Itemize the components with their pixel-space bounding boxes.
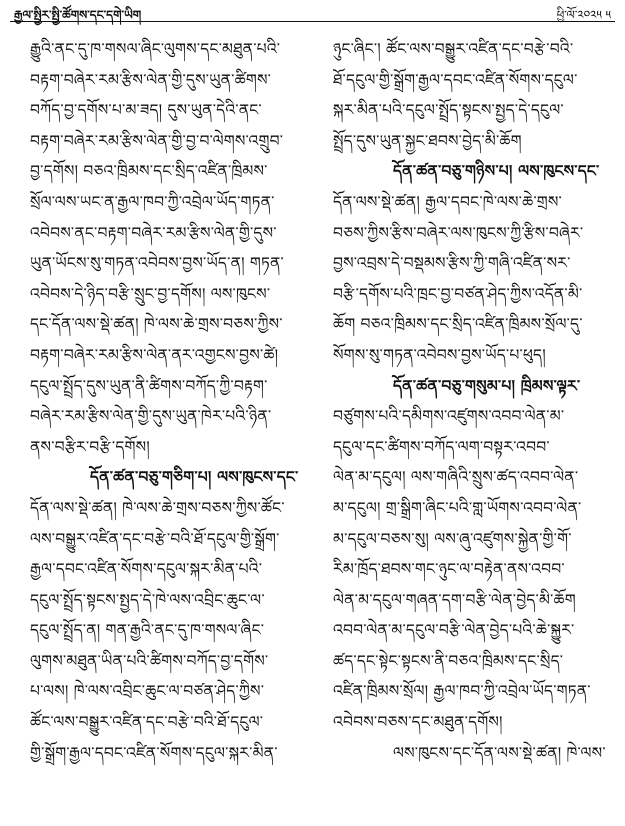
text-line: ཉུང་ཞིང་། ཚོང་ལས་བསྒྱུར་འཛིན་དང་བརྩེ་བའི་ [333,40,574,58]
text-line: ལེན་མ་དངུལ། ལས་གཞིའི་སྲུས་ཚད་འབབ་ལེན་ [333,468,579,487]
text-line: ཐོ་དངུལ་གྱི་སྒྲོག་རྒྱལ་དབང་འཛིན་སོགས་དངུལ་ [333,70,578,89]
text-line: བརྟག་བཞེར་རམ་རྩིས་ལེན་གྱི་དུས་ཡུན་ཚིགས་ [30,70,272,89]
text-line: བཅས་ཀྱིས་རྩིས་བཞེར་ལས་ཁུངས་ཀྱི་རྩིས་བཞེར་ [333,223,584,242]
text-line: འབེབས་ནང་བརྟག་བཞེར་རམ་རྩིས་ལེན་གྱི་དུས་ [30,223,277,242]
header-divider [10,21,615,22]
left-text-column [30,34,314,768]
article-heading-line: དོན་ཚན་བཅུ་གཅིག་པ། ལས་ཁུངས་དང་ [90,468,299,487]
text-line: ལེན་མ་དངུལ་གཞན་དག་བརྩི་ལེན་བྱེད་མི་ཆོག [333,590,576,609]
text-line: འཛིན་ཁྲིམས་སྲོལ། རྒྱལ་ཁབ་ཀྱི་འབྲེལ་ཡོད་གཏན་ [333,682,591,701]
text-line: འབེབས་བཅས་དང་མཐུན་དགོས། [333,713,503,732]
article-heading-line: དོན་ཚན་བཅུ་གསུམ་པ། ཁྲིམས་ལྟར་ [393,376,581,395]
text-line: རིམ་ཁྲོད་ཐབས་གང་ཉུང་ལ་བརྟེན་ནས་འབབ་ [333,560,565,579]
text-line: དངུལ་སྤྲོད་ན། གན་རྒྱའི་ནང་དུ་ཁ་གསལ་ཞིང་ [30,621,265,640]
text-line: རྒྱུའི་ནང་དུ་ཁ་གསལ་ཞིང་ལུགས་དང་མཐུན་པའི་ [30,40,281,58]
text-line: དོན་ལས་སྡེ་ཚན། རྒྱལ་དབང་ཁེ་ལས་ཆེ་གྲས་ [333,192,562,211]
text-line: བཙུགས་པའི་དམིགས་འཛུགས་འབབ་ལེན་མ་ [333,407,565,426]
text-line: པ་ལས། ཁེ་ལས་འབྲིང་ཆུང་ལ་བཙན་ཤེད་ཀྱིས་ [30,682,265,701]
text-line: འབེབས་དེ་ཉིད་བརྩི་སྲུང་བྱ་དགོས། ལས་ཁུངས་ [30,284,271,303]
text-line: སྲོལ་ལས་ཡང་ན་རྒྱལ་ཁབ་ཀྱི་འབྲེལ་ཡོད་གཏན་ [30,192,275,211]
article-heading-line: དོན་ཚན་བཅུ་གཉིས་པ། ལས་ཁུངས་དང་ [393,162,600,181]
text-line: བརྟག་བཞེར་རམ་རྩིས་ལེན་གྱི་བྱ་བ་ལེགས་འགྲུབ་ [30,131,284,150]
text-line: འབབ་ལེན་མ་དངུལ་བརྩི་ལེན་བྱེད་པའི་ཆེ་སྐྱུར་ [333,621,575,640]
text-line: བྱ་དགོས། བཅའ་ཁྲིམས་དང་སྲིད་འཛིན་ཁྲིམས་ [30,162,268,181]
text-line: སྤྲོད་དུས་ཡུན་སྐྱང་ཐབས་བྱེད་མི་ཆོག [333,131,522,150]
text-line: དངུལ་སྤྲོད་དུས་ཡུན་ནི་ཚིགས་བཀོད་ཀྱི་བརྟག་ [30,376,268,395]
text-line: ཚད་དང་སྟེང་སྟངས་ནི་བཅའ་ཁྲིམས་དང་སྲིད་ [333,651,564,670]
running-title: རྒྱལ་སྤྱིར་སྤྱི་ཚོགས་དང་དགེ་ཡིག [14,8,142,22]
text-line: དང་དོན་ལས་སྡེ་ཚན། ཁེ་ལས་ཆེ་གྲས་བཅས་ཀྱིས་ [30,315,283,334]
text-line: དོན་ལས་སྡེ་ཚན། ཁེ་ལས་ཆེ་གྲས་བཅས་ཀྱིས་ཚོང་ [30,498,285,517]
text-line: རྒྱལ་དབང་འཛིན་སོགས་དངུལ་སྐར་མིན་པའི་ [30,560,263,579]
text-line: བརྩི་དགོས་པའི་ཁྲང་བྱ་བཙན་ཤེད་ཀྱིས་འདོན་མི་ [333,284,583,303]
text-line: མ་དངུལ། གྲ་སྒྲིག་ཞིང་པའི་གླ་ཡོགས་འབབ་ལེན་ [333,498,582,517]
text-line: ཡུན་ཡོངས་སུ་གཏན་འབེབས་བྱས་ཡོད་ན། གཏན་ [30,254,284,273]
text-line: ལུགས་མཐུན་ཡིན་པའི་ཚིགས་བཀོད་བྱ་དགོས་ [30,651,269,670]
text-line: དངུལ་སྤྲོད་སྟངས་སྤྱད་དེ་ཁེ་ལས་འབྲིང་ཆུང་ལ་ [30,590,265,609]
text-line: མ་དངུལ་བཅས་སུ། ལས་ཞུ་འཛུགས་སྐྱེན་གྱི་གོ་ [333,529,572,548]
text-line: བརྟག་བཞེར་རམ་རྩིས་ལེན་ནར་འགྱངས་བྱས་ཚེ། [30,345,279,364]
text-line: ལས་བསྒྱུར་འཛིན་དང་བརྩེ་བའི་ཐོ་དངུལ་གྱི་སྒྲོག་ [30,529,280,548]
right-text-column [333,34,617,768]
text-line: བྱས་འབྲས་དེ་བསྡམས་རྩིས་ཀྱི་གཞི་འཛིན་སར་ [333,254,571,273]
text-line: གྱི་སྒྲོག་རྒྱལ་དབང་འཛིན་སོགས་དངུལ་སྐར་མིན་ [30,743,278,762]
page-header [0,0,625,20]
text-line: བཀོད་བྱ་དགོས་པ་མ་ཟད། དུས་ཡུན་དེའི་ནང་ [30,101,262,120]
text-line: དངུལ་དང་ཚིགས་བཀོད་ལག་བསྟར་འབབ་ [333,437,550,456]
text-line: ཚོང་ལས་བསྒྱུར་འཛིན་དང་བརྩེ་བའི་ཐོ་དངུལ་ [30,713,264,732]
text-line: བཞེར་རམ་རྩིས་ལེན་གྱི་དུས་ཡུན་ཁེར་པའི་ཉིན་ [30,407,272,426]
text-line: ཆོག བཅའ་ཁྲིམས་དང་སྲིད་འཛིན་ཁྲིམས་སྲོལ་དུ་ [333,315,583,334]
text-line: སྐར་མིན་པའི་དངུལ་སྤྲོད་སྟངས་སྤྱད་དེ་དངུལ་ [333,101,564,120]
issue-date: ཕྱི་ལོ་༢༠༢༥ ༥ [556,8,611,22]
text-line: ལས་ཁུངས་དང་དོན་ལས་སྡེ་ཚན། ཁེ་ལས་ [393,743,606,762]
text-line: ནས་བརྩིར་བརྩི་དགོས། [30,437,150,456]
text-line: སོགས་སུ་གཏན་འབེབས་བྱས་ཡོད་པ་ཕུད། [333,345,546,364]
